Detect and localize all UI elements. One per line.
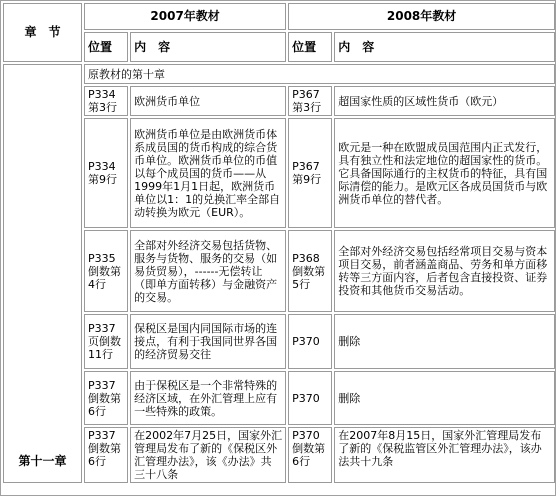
position-2007: P334第9行 [84, 118, 128, 228]
content-2008: 删除 [334, 314, 555, 369]
content-2008: 超国家性质的区域性货币（欧元） [334, 86, 555, 116]
content-2007: 由于保税区是一个非常特殊的经济区域，在外汇管理上应有一些特殊的政策。 [130, 371, 286, 425]
position-2008: P367第9行 [288, 118, 332, 228]
content-2007: 保税区是国内同国际市场的连接点，有利于我国同世界各国的经济贸易交往 [130, 314, 286, 369]
table-row [3, 427, 555, 483]
chapter-label: 第十一章 [3, 64, 82, 483]
content-2007: 在2002年7月25日，国家外汇管理局发布了新的《保税区外汇管理办法》，该《办法》共三十八条 [130, 427, 286, 483]
table-row [3, 230, 555, 312]
position-2007: P334第3行 [84, 86, 128, 116]
table-row [3, 86, 555, 116]
position-2008: P368倒数第5行 [288, 230, 332, 312]
position-2007: P337倒数第6行 [84, 371, 128, 425]
content-2007: 欧洲货币单位 [130, 86, 286, 116]
comparison-table [1, 1, 556, 485]
content-2008: 在2007年8月15日，国家外汇管理局发布了新的《保税监管区外汇管理办法》，该办法共十九条 [334, 427, 555, 483]
position-2007: P337页倒数11行 [84, 314, 128, 369]
position-header-2007: 位置 [84, 32, 128, 62]
position-2007: P337倒数第6行 [84, 427, 128, 483]
position-2008: P370 [288, 371, 332, 425]
table-row [3, 371, 555, 425]
position-2008: P367第3行 [288, 86, 332, 116]
position-2008: P370倒数第6行 [288, 427, 332, 483]
content-2007: 全部对外经济交易包括货物、服务与货物、服务的交易（如易货贸易），------无偿转让（即单方面转移）与金融资产的交易。 [130, 230, 286, 312]
content-header-2007: 内 容 [130, 32, 286, 62]
edition-2008-header: 2008年教材 [288, 3, 555, 30]
content-header-2008: 内 容 [334, 32, 555, 62]
content-2008: 删除 [334, 371, 555, 425]
chapter-section-header: 章 节 [3, 3, 82, 62]
content-2007: 欧洲货币单位是由欧洲货币体系成员国的货币构成的综合货币单位。欧洲货币单位的币值以每个成员国的货币——从1999年1月1日起，欧洲货币单位以1：1的兑换汇率全部自动转换为欧元（EUR）。 [130, 118, 286, 228]
table-row [3, 118, 555, 228]
position-2007: P335倒数第4行 [84, 230, 128, 312]
table-row [3, 314, 555, 369]
edition-2007-header: 2007年教材 [84, 3, 286, 30]
position-2008: P370 [288, 314, 332, 369]
content-2008: 全部对外经济交易包括经常项目交易与资本项目交易，前者涵盖商品、劳务和单方面移转等三方面内容，后者包含直接投资、证券投资和其他货币交易活动。 [334, 230, 555, 312]
content-2008: 欧元是一种在欧盟成员国范围内正式发行，具有独立性和法定地位的超国家性的货币。它具备国际通行的主权货币的特征，具有国际清偿的能力。是欧元区各成员国货币与欧洲货币单位的替代者。 [334, 118, 555, 228]
position-header-2008: 位置 [288, 32, 332, 62]
section-note: 原教材的第十章 [84, 64, 555, 84]
